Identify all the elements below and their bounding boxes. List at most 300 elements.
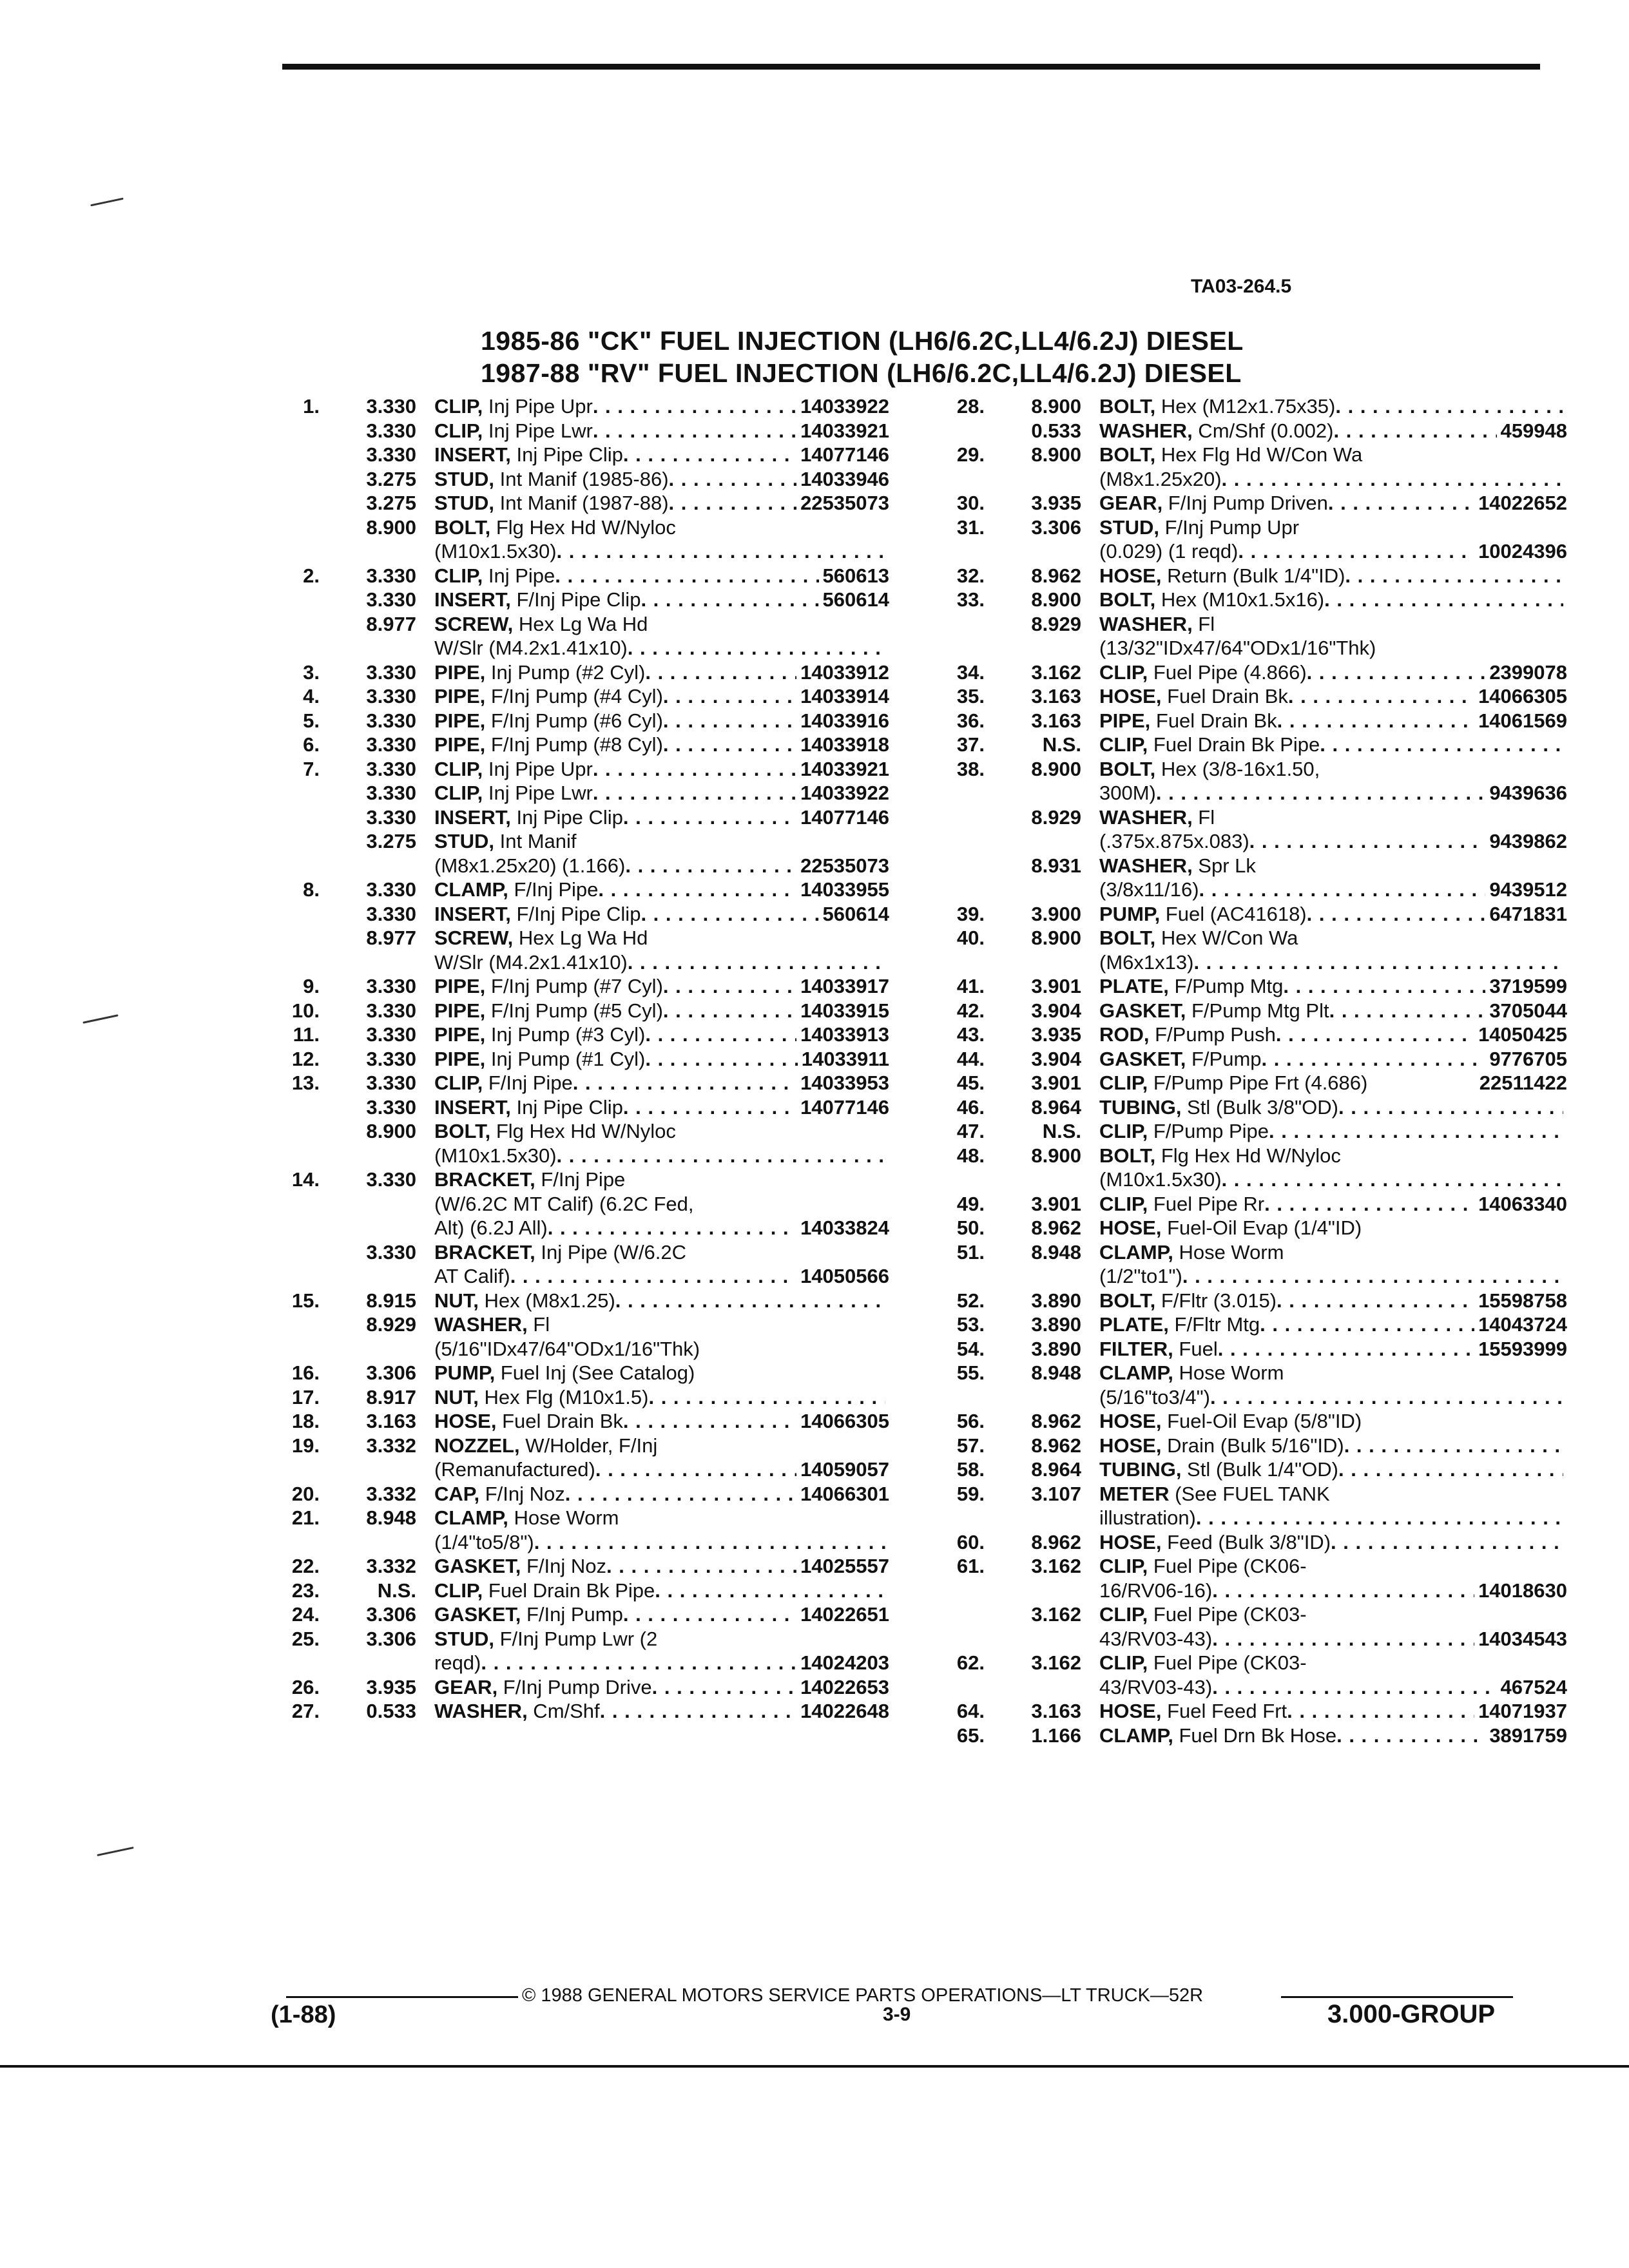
part-description	[434, 1675, 889, 1700]
item-number: 31.	[956, 515, 985, 539]
parts-list-row	[923, 491, 1567, 515]
part-number	[1563, 1409, 1567, 1434]
part-detail: Stl (Bulk 1/4"OD)	[1181, 1458, 1339, 1481]
group-number: 3.330	[366, 999, 416, 1022]
part-number: 14033918	[800, 733, 889, 756]
part-detail: W/Slr (M4.2x1.41x10)	[434, 637, 628, 659]
spacer	[657, 1627, 885, 1651]
part-noun: GASKET,	[434, 1603, 521, 1626]
leader-dots	[555, 564, 818, 588]
part-detail: (M8x1.25x20) (1.166)	[434, 854, 626, 877]
group-number	[985, 878, 1081, 902]
part-detail: F/Inj Pump Lwr (2	[494, 1627, 658, 1650]
footer-page-number: 3-9	[883, 2004, 911, 2025]
part-description	[1099, 999, 1567, 1023]
leader-dots	[1331, 1530, 1563, 1555]
part-noun: HOSE,	[1099, 685, 1162, 707]
part-description	[434, 926, 889, 950]
part-name	[1099, 709, 1277, 733]
part-number	[1563, 1144, 1567, 1168]
spacer	[625, 1168, 885, 1192]
part-noun: CLAMP,	[434, 878, 508, 901]
part-number: 14033953	[800, 1072, 889, 1094]
part-detail: F/Inj Pipe Clip	[510, 902, 641, 925]
group-number: 3.162	[1031, 1555, 1081, 1577]
part-number	[1563, 1385, 1567, 1410]
spacer	[1215, 612, 1563, 637]
spacer	[1307, 1602, 1563, 1627]
part-description	[1099, 1023, 1567, 1047]
parts-list-row	[258, 829, 889, 854]
part-noun: PUMP,	[1099, 902, 1161, 925]
part-number	[885, 612, 889, 637]
item-number	[258, 805, 320, 830]
part-number: 14061569	[1478, 709, 1567, 732]
part-description	[1099, 1506, 1567, 1530]
part-name	[1099, 419, 1334, 443]
part-number	[1563, 1216, 1567, 1240]
item-number	[258, 1457, 320, 1482]
part-detail: F/Inj Pump	[521, 1603, 623, 1626]
part-name	[1099, 1216, 1362, 1240]
part-name	[1099, 1047, 1262, 1072]
item-number: 15.	[291, 1289, 320, 1312]
group-number	[320, 1264, 416, 1289]
part-number	[885, 829, 889, 854]
leader-dots	[598, 878, 796, 902]
part-number	[1563, 443, 1567, 467]
part-description	[434, 854, 889, 878]
item-number	[258, 1651, 320, 1675]
part-noun: INSERT,	[434, 443, 511, 466]
leader-dots	[641, 902, 818, 927]
part-description	[1099, 612, 1567, 637]
item-number: 4.	[303, 685, 320, 707]
part-noun: PIPE,	[1099, 709, 1151, 732]
part-detail: Inj Pipe Upr	[483, 395, 593, 418]
group-number	[985, 1264, 1081, 1289]
leader-dots	[1277, 709, 1474, 733]
part-description	[1099, 684, 1567, 709]
item-number	[258, 419, 320, 443]
spacer	[1320, 757, 1563, 782]
part-noun: CLIP,	[434, 419, 483, 442]
item-number: 60.	[956, 1530, 985, 1553]
spacer	[577, 829, 886, 854]
parts-list-row	[923, 1675, 1567, 1700]
item-number	[258, 950, 320, 975]
part-name	[1099, 805, 1215, 830]
group-number: 3.275	[366, 830, 416, 852]
item-number: 36.	[956, 709, 985, 732]
part-detail: Fuel Pipe Rr	[1148, 1192, 1265, 1215]
part-number: 14033913	[800, 1023, 889, 1046]
part-detail: F/Pump Push	[1149, 1023, 1276, 1046]
parts-list-row	[923, 1312, 1567, 1337]
spacer	[1284, 1361, 1563, 1385]
item-number: 59.	[956, 1482, 985, 1505]
item-number	[258, 781, 320, 805]
part-detail: Inj Pipe (W/6.2C	[535, 1240, 687, 1264]
part-description	[1099, 467, 1567, 492]
item-number: 37.	[956, 733, 985, 756]
part-description	[1099, 757, 1567, 782]
part-detail: F/Inj Pipe	[483, 1072, 573, 1094]
part-detail: Fuel-Oil Evap (5/8"ID)	[1161, 1410, 1362, 1432]
parts-list-left-column	[258, 394, 889, 1724]
part-description	[1099, 564, 1567, 588]
part-name	[1099, 1144, 1341, 1168]
leader-dots	[534, 1530, 885, 1555]
item-number: 43.	[956, 1023, 985, 1046]
part-name	[1099, 757, 1320, 782]
item-number: 2.	[303, 564, 320, 587]
part-description	[434, 684, 889, 709]
item-number	[923, 1602, 985, 1627]
part-number: 15598758	[1478, 1289, 1567, 1312]
part-description	[434, 1627, 889, 1651]
group-number: 8.948	[1031, 1361, 1081, 1384]
part-number	[1563, 1434, 1567, 1458]
parts-list-row	[923, 854, 1567, 878]
part-detail: F/Inj Pump (#7 Cyl)	[485, 975, 663, 997]
part-number: 14033915	[800, 999, 889, 1022]
part-number: 14077146	[800, 1095, 889, 1119]
part-name	[434, 588, 641, 612]
part-detail: F/Inj Pump (#5 Cyl)	[485, 999, 663, 1022]
part-noun: STUD,	[434, 830, 494, 852]
part-name	[1099, 1699, 1287, 1724]
part-number: 14033922	[800, 782, 889, 804]
item-number: 1.	[303, 395, 320, 418]
group-number: 8.929	[1031, 612, 1081, 635]
part-noun: BOLT,	[1099, 1144, 1156, 1167]
item-number: 12.	[291, 1047, 320, 1070]
part-name	[1099, 999, 1329, 1023]
item-number: 38.	[956, 757, 985, 780]
parts-list-row	[923, 588, 1567, 612]
leader-dots	[623, 805, 796, 830]
leader-dots	[1269, 1119, 1563, 1144]
item-number: 39.	[956, 902, 985, 925]
leader-dots	[510, 1264, 796, 1289]
part-name	[434, 1337, 700, 1361]
part-name	[434, 950, 628, 975]
item-number: 62.	[956, 1651, 985, 1674]
part-description	[434, 1047, 889, 1072]
part-number: 9439512	[1489, 878, 1567, 901]
part-number	[1563, 1240, 1567, 1265]
parts-list-row	[923, 1023, 1567, 1047]
part-noun: HOSE,	[1099, 1530, 1162, 1553]
item-number: 56.	[956, 1410, 985, 1432]
group-number: 8.900	[1031, 588, 1081, 611]
group-number: 8.962	[1031, 564, 1081, 587]
item-number: 8.	[303, 878, 320, 901]
item-number: 19.	[291, 1434, 320, 1457]
part-detail: F/Inj Pipe Clip	[510, 588, 641, 611]
group-number: 8.900	[1031, 1144, 1081, 1167]
group-number	[320, 1337, 416, 1361]
parts-list-row	[923, 709, 1567, 733]
part-number: 14077146	[800, 805, 889, 829]
group-number: 3.900	[1031, 902, 1081, 925]
parts-list-row	[923, 539, 1567, 564]
spacer	[700, 1337, 885, 1361]
item-number	[258, 636, 320, 660]
group-number: 3.306	[366, 1603, 416, 1626]
part-noun: GASKET,	[434, 1555, 521, 1577]
parts-list-row	[258, 854, 889, 878]
part-noun: WASHER,	[1099, 419, 1193, 442]
part-description	[1099, 733, 1567, 757]
part-description	[434, 1168, 889, 1192]
part-number	[1563, 805, 1567, 830]
part-detail: Inj Pipe Lwr	[483, 782, 593, 804]
part-detail: Flg Hex Hd W/Nyloc	[490, 515, 676, 539]
group-number	[320, 854, 416, 878]
group-number	[985, 636, 1081, 660]
part-detail: W/Slr (M4.2x1.41x10)	[434, 950, 628, 974]
item-number	[923, 781, 985, 805]
leader-dots	[1196, 1506, 1563, 1530]
part-number	[1563, 1602, 1567, 1627]
part-detail: (1/4"to5/8")	[434, 1530, 534, 1553]
part-number	[1563, 1482, 1567, 1506]
group-number	[985, 467, 1081, 492]
leader-dots	[1345, 564, 1563, 588]
item-number	[258, 902, 320, 927]
footer-rule-right	[1281, 1996, 1513, 1998]
part-name	[434, 394, 593, 419]
parts-list-row	[923, 1144, 1567, 1168]
spacer	[1307, 1554, 1563, 1579]
parts-list-row	[258, 733, 889, 757]
part-name	[1099, 1506, 1196, 1530]
parts-list-row	[258, 1530, 889, 1555]
part-detail: F/Inj Pump Drive	[497, 1675, 652, 1698]
group-number: 3.163	[1031, 1700, 1081, 1722]
leader-dots	[645, 1023, 796, 1047]
item-number: 47.	[956, 1120, 985, 1142]
parts-list-row	[258, 1385, 889, 1410]
item-number: 17.	[291, 1385, 320, 1408]
part-name	[1099, 1602, 1307, 1627]
item-number: 58.	[956, 1458, 985, 1481]
group-number: 3.332	[366, 1434, 416, 1457]
item-number: 5.	[303, 709, 320, 732]
item-number: 3.	[303, 660, 320, 684]
part-noun: WASHER,	[1099, 612, 1193, 635]
item-number	[258, 467, 320, 492]
part-name	[434, 443, 623, 467]
item-number: 6.	[303, 733, 320, 756]
part-description	[434, 612, 889, 637]
leader-dots	[1260, 1312, 1474, 1337]
parts-list-row	[258, 1675, 889, 1700]
parts-list-row	[923, 443, 1567, 467]
item-number: 44.	[956, 1047, 985, 1070]
part-description	[434, 999, 889, 1023]
parts-list-row	[258, 467, 889, 492]
parts-list-row	[258, 1651, 889, 1675]
part-description	[434, 1602, 889, 1627]
item-number: 9.	[303, 975, 320, 997]
parts-list-row	[258, 1337, 889, 1361]
part-noun: BOLT,	[1099, 395, 1156, 418]
item-number: 52.	[956, 1289, 985, 1312]
part-number: 14066305	[800, 1410, 889, 1432]
part-number: 14033824	[800, 1216, 889, 1239]
parts-list-row	[258, 709, 889, 733]
parts-list-row	[923, 1457, 1567, 1482]
group-number: 8.929	[366, 1313, 416, 1336]
leader-dots	[1329, 999, 1486, 1023]
part-description	[434, 1023, 889, 1047]
item-number: 24.	[291, 1603, 320, 1626]
spacer	[657, 1434, 885, 1458]
part-detail: (Remanufactured)	[434, 1458, 595, 1481]
part-name	[434, 1602, 623, 1627]
parts-list-row	[923, 660, 1567, 685]
group-number: 8.900	[1031, 443, 1081, 466]
part-number: 560613	[822, 564, 889, 587]
part-noun: CLAMP,	[434, 1506, 508, 1529]
parts-list-row	[258, 950, 889, 975]
group-number: 8.900	[366, 515, 416, 539]
part-number	[1563, 1264, 1567, 1289]
parts-list-row	[258, 1216, 889, 1240]
item-number	[923, 950, 985, 975]
parts-list-row	[923, 1095, 1567, 1120]
part-noun: HOSE,	[1099, 1410, 1162, 1432]
leader-dots	[1283, 974, 1485, 999]
part-name	[434, 1457, 595, 1482]
part-description	[1099, 394, 1567, 419]
part-detail: Cm/Shf (0.002)	[1192, 419, 1334, 442]
part-description	[434, 564, 889, 588]
part-description	[1099, 950, 1567, 975]
part-detail: Fl	[527, 1313, 550, 1336]
part-noun: STUD,	[434, 1627, 494, 1650]
part-name	[434, 1240, 686, 1265]
parts-list-row	[258, 1506, 889, 1530]
part-detail: F/Pump	[1186, 1047, 1262, 1070]
part-description	[1099, 588, 1567, 612]
part-name	[1099, 1409, 1362, 1434]
group-number	[320, 1651, 416, 1675]
part-description	[1099, 709, 1567, 733]
part-number	[1563, 854, 1567, 878]
group-number: 3.306	[366, 1627, 416, 1650]
parts-list-row	[923, 1071, 1567, 1095]
part-name	[434, 757, 593, 782]
parts-list-row	[258, 1312, 889, 1337]
spacer	[1256, 854, 1563, 878]
part-name	[434, 612, 648, 637]
part-detail: (1/2"to1")	[1099, 1265, 1182, 1287]
part-description	[434, 1361, 889, 1385]
group-number: 3.901	[1031, 1192, 1081, 1215]
footer-group: 3.000-GROUP	[1327, 2000, 1496, 2028]
parts-list-row	[258, 781, 889, 805]
part-description	[434, 1289, 889, 1313]
part-description	[434, 539, 889, 564]
part-detail: Fl	[1192, 805, 1215, 829]
item-number: 48.	[956, 1144, 985, 1167]
leader-dots	[565, 1482, 796, 1506]
parts-list-row	[258, 564, 889, 588]
part-name	[1099, 950, 1193, 975]
parts-list-row	[923, 1385, 1567, 1410]
part-number	[885, 1192, 889, 1216]
part-detail: Fuel Pipe (CK03-	[1148, 1603, 1307, 1626]
parts-list-row	[923, 1361, 1567, 1385]
part-number	[1563, 515, 1567, 540]
part-number	[885, 539, 889, 564]
part-detail: Fl	[1192, 612, 1215, 635]
part-noun: STUD,	[1099, 515, 1159, 539]
group-number	[985, 781, 1081, 805]
part-noun: PIPE,	[434, 999, 486, 1022]
part-description	[434, 1457, 889, 1482]
group-number: 8.962	[1031, 1410, 1081, 1432]
spacer	[1330, 1482, 1563, 1506]
part-number: 14063340	[1478, 1192, 1567, 1215]
group-number: 3.162	[1031, 1651, 1081, 1674]
part-detail: Fuel	[1173, 1337, 1218, 1360]
part-name	[1099, 1651, 1307, 1675]
part-name	[434, 1530, 534, 1555]
part-name	[1099, 443, 1362, 467]
part-noun: GASKET,	[1099, 999, 1186, 1022]
part-description	[1099, 974, 1567, 999]
leader-dots	[655, 1579, 885, 1603]
parts-list-row	[923, 612, 1567, 637]
leader-dots	[600, 1699, 796, 1724]
part-description	[1099, 1240, 1567, 1265]
group-number	[985, 1385, 1081, 1410]
part-noun: CLIP,	[1099, 1603, 1148, 1626]
parts-list-row	[923, 1627, 1567, 1651]
part-detail: (W/6.2C MT Calif) (6.2C Fed,	[434, 1192, 694, 1215]
leader-dots	[1307, 902, 1486, 927]
scan-mark	[90, 198, 123, 207]
group-number: 3.332	[366, 1555, 416, 1577]
group-number: 3.306	[366, 1361, 416, 1384]
spacer	[676, 515, 885, 540]
group-number: 3.330	[366, 782, 416, 804]
item-number: 11.	[293, 1023, 320, 1046]
group-number: 3.306	[1031, 515, 1081, 539]
part-name	[1099, 515, 1299, 540]
part-noun: TUBING,	[1099, 1458, 1182, 1481]
spacer	[694, 1192, 885, 1216]
item-number: 45.	[956, 1072, 985, 1094]
leader-dots	[1335, 394, 1563, 419]
leader-dots	[481, 1651, 796, 1675]
part-detail: Int Manif (1987-88)	[494, 492, 669, 514]
leader-dots	[641, 588, 818, 612]
group-number: 3.901	[1031, 975, 1081, 997]
part-detail: Hose Worm	[1173, 1240, 1284, 1264]
leader-dots	[1212, 1579, 1474, 1603]
part-number: 560614	[822, 902, 889, 925]
part-noun: INSERT,	[434, 588, 511, 611]
parts-list-row	[923, 1724, 1567, 1748]
parts-list-row	[258, 1434, 889, 1458]
part-name	[434, 1434, 657, 1458]
